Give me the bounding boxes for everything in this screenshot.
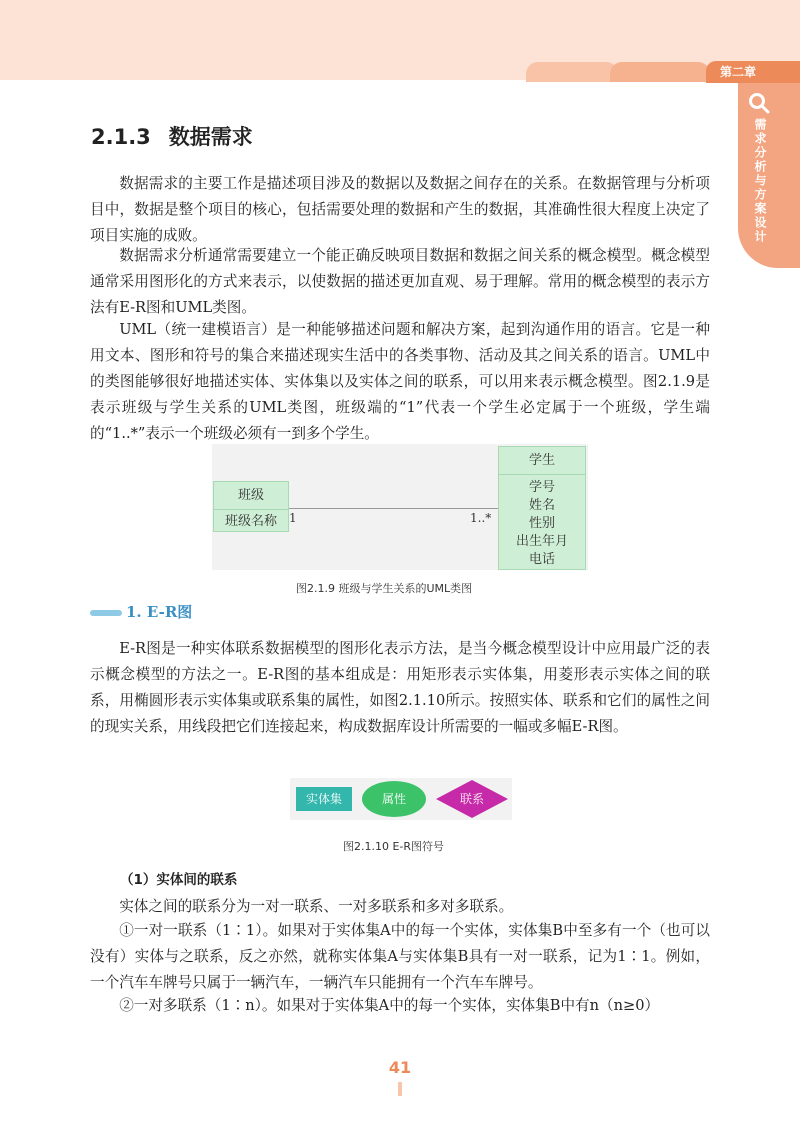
uml-class-box: [213, 481, 289, 532]
paragraph: ②一对多联系（1∶n）。如果对于实体集A中的每一个实体，实体集B中有n（n≥0）: [119, 997, 660, 1014]
paragraph: 数据需求的主要工作是描述项目涉及的数据以及数据之间存在的关系。在数据管理与分析项目中，数据是整个项目的核心，包括需要处理的数据和产生的数据，其准确性很大程度上决定了项目实施的成败。: [90, 175, 710, 244]
er-section-title: 1. E-R图: [126, 603, 193, 621]
uml-student-name: 学生: [499, 447, 585, 475]
page-number-marker: [398, 1082, 402, 1096]
uml-student-box: [498, 446, 586, 570]
paragraph: UML（统一建模语言）是一种能够描述问题和解决方案，起到沟通作用的语言。它是一种用文本、图形和符号的集合来描述现实生活中的各类事物、活动及其之间关系的语言。UML中的类图能够很好地描述实体、实体集以及实体之间的联系，可以用来表示概念模型。图2.1.9是表示班级与学生关系的UML类图，班级端的“1”代表一个学生必定属于一个班级，学生端的“1..*”表示一个班级必须有一到多个学生。: [90, 321, 710, 442]
er-relation-symbol: 联系: [459, 792, 484, 806]
paragraph: E-R图是一种实体联系数据模型的图形化表示方法，是当今概念模型设计中应用最广泛的表示概念模型的方法之一。E-R图的基本组成是：用矩形表示实体集，用菱形表示实体之间的联系，用椭圆形表示实体集或联系集的属性，如图2.1.10所示。按照实体、联系和它们的属性之间的现实关系，用线段把它们连接起来，构成数据库设计所需要的一幅或多幅E-R图。: [90, 640, 710, 735]
er-entity-symbol: 实体集: [296, 787, 352, 811]
uml-student-attribute: 学号: [528, 480, 555, 495]
paragraph: 实体之间的联系分为一对一联系、一对多联系和多对多联系。: [119, 898, 514, 915]
uml-student-attribute: 姓名: [528, 498, 555, 513]
section-title: 数据需求: [168, 125, 253, 149]
paragraph: ①一对一联系（1∶1）。如果对于实体集A中的每一个实体，实体集B中至多有一个（也可以没有）实体与之联系，反之亦然，就称实体集A与实体集B具有一对一联系，记为1∶1。例如，一个汽车车牌号只属于一辆汽车，一辆汽车只能拥有一个汽车车牌号。: [90, 922, 710, 991]
multiplicity-student: 1..*: [470, 511, 492, 525]
multiplicity-class: 1: [289, 511, 297, 525]
er-symbol-figure: [290, 778, 512, 820]
figure-caption: 图2.1.10 E-R图符号: [343, 840, 445, 853]
section-marker: [90, 610, 122, 616]
side-chapter-title: 需求分析与方案设计: [753, 118, 767, 244]
uml-student-attribute: 出生年月: [515, 534, 568, 549]
magnifier-icon: [748, 92, 770, 114]
uml-class-diagram: [212, 444, 588, 570]
paragraph: 数据需求分析通常需要建立一个能正确反映项目数据和数据之间关系的概念模型。概念模型通常采用图形化的方式来表示，以使数据的描述更加直观、易于理解。常用的概念模型的表示方法有E-R图和UML类图。: [90, 247, 710, 316]
page-number: 41: [388, 1058, 412, 1077]
section-number: 2.1.3: [91, 125, 151, 149]
header-tab-decoration: [526, 62, 618, 82]
uml-association-line: [289, 508, 498, 509]
figure-caption: 图2.1.9 班级与学生关系的UML类图: [296, 582, 473, 595]
uml-class-name: 班级: [214, 482, 288, 510]
chapter-label: 第二章: [706, 61, 800, 83]
section-heading: [91, 121, 253, 151]
uml-class-attribute: 班级名称: [224, 514, 277, 529]
uml-student-attribute: 性别: [528, 516, 555, 531]
subsection-title: （1）实体间的联系: [120, 872, 238, 888]
header-tab-decoration: [610, 62, 710, 82]
er-attribute-symbol: 属性: [362, 781, 426, 817]
uml-student-attribute: 电话: [528, 552, 555, 567]
